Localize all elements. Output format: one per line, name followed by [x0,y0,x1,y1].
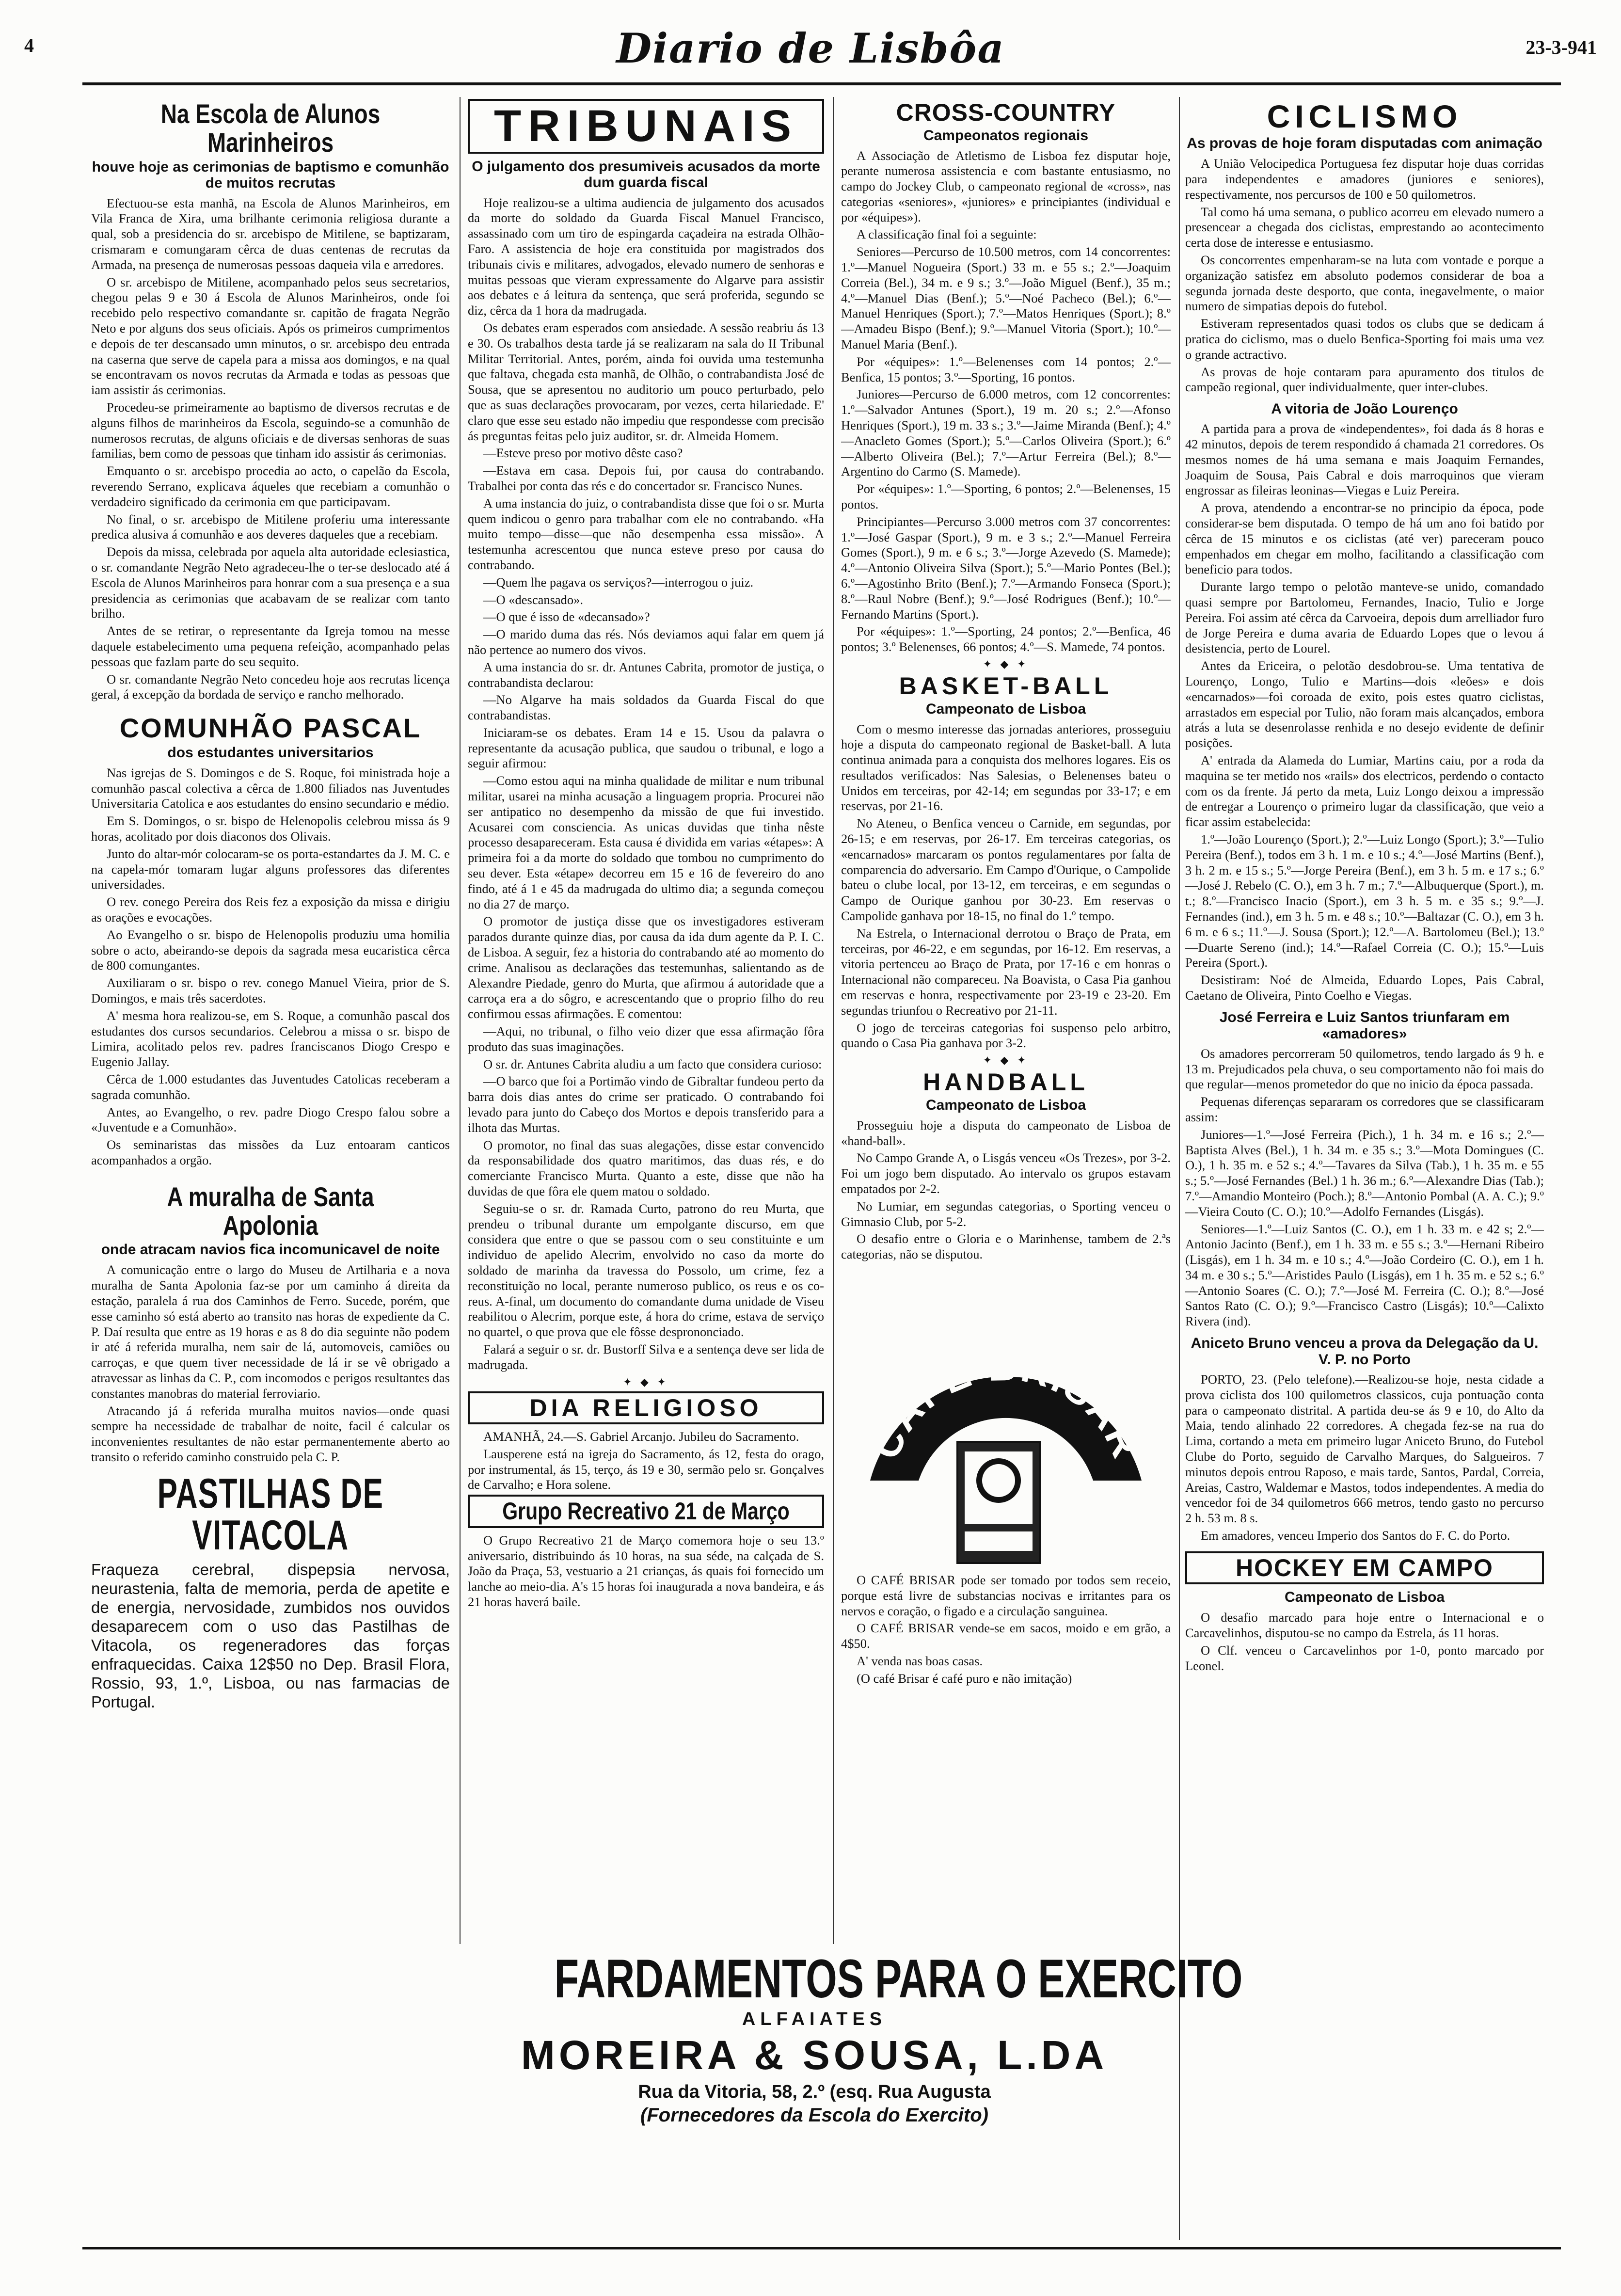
paragraph: O Clf. venceu o Carcavelinhos por 1-0, ponto marcado por Leonel. [1185,1642,1544,1673]
paragraph: AMANHÃ, 24.—S. Gabriel Arcanjo. Jubileu do Sacramento. [483,1429,799,1444]
article-body [1185,1372,1544,1544]
paragraph: Os seminaristas das missões da Luz entoaram canticos acompanhados a orgão. [91,1137,450,1168]
headline-ciclismo: CICLISMO [1267,98,1462,134]
paragraph: Emquanto o sr. arcebispo procedia ao acto, o capelão da Escola, reverendo Serrano, explicava áqueles que recebiam a comunhão o verdadeiro significado da cerimonia em que participavam. [91,463,450,509]
paragraph: No Ateneu, o Benfica venceu o Carnide, em segundas, por 26-15; e em reservas, por 26-17. Em terceiras categorias, os «encarnados» marcaram os pontos regulamentares por falta de comparencia do adversario. Em Campo d'Ourique, o Campolide bateu o clube local, por 13-12, em terceiras, e em segundas o Campo de Ourique ganhou por 30-23. Em reservas o Campolide ganhava por 18-15, no final do 1.º tempo. [841,816,1171,924]
article-body [91,196,450,703]
result-line: Seniores—1.º—Luiz Santos (C. O.), em 1 h. 33 m. e 42 s; 2.º—Antonio Jacinto (Benf.), em 1 h. 33 m. e 55 s.; 3.º—Hernani Ribeiro (Lisgás), em 1 h. 34 m. e 10 s.; 4.º—João Cordeiro (C. O.), em 1 h. 34 m. e 30 s.; 5.º—Aristides Paulo (Lisgás), em 1 h. 35 m. e 52 s.; 6.º—Antonio Soares (C. O.); 7.º—José M. Ferreira (C. O.); 8.º—José Santos Rato (C. O.); 9.º—Francisco Castro (Lisgás); 10.º—Calixto Rivera (ind). [1185,1221,1544,1329]
newspaper-title: Diario de Lisbôa [616,24,1005,72]
paragraph: A' venda nas boas casas. [857,1653,983,1668]
section-box-tribunais [468,99,824,154]
paragraph: Na Estrela, o Internacional derrotou o Braço de Prata, em terceiras, por 46-22, e em segundas, por 16-12. Em reservas, a vitoria pertenceu ao Braço de Prata, por 17-16 e em honras o Internacional não compareceu. Na Boavista, o Casa Pia ganhou em reservas e honra, respectivamente por 23-19 e 23-20. Em segundas triunfou o Recreativo por 21-11. [841,925,1171,1018]
headline-tribunais: TRIBUNAIS [494,101,798,151]
paragraph: A partida para a prova de «independentes», foi dada ás 8 horas e 42 minutos, depois de terem respondido á chamada 21 corredores. Os mesmos nomes de há uma semana e mais Joaquim Fernandes, Joaquim de Sousa, Pais Cabral e dois marroquinos que vieram engrossar as fileiras leoninas—Viegas e Luiz Pereira. [1185,421,1544,498]
masthead [0,0,1621,72]
headline-handball: HANDBALL [923,1068,1089,1096]
subheadline: Campeonatos regionais [923,127,1089,144]
article-body [468,1429,824,1493]
paragraph: A União Velocipedica Portuguesa fez disputar hoje duas corridas para independentes e amadores (juniores e seniores), respectivamente, nos percursos de 100 e 50 quilometros. [1185,156,1544,202]
paragraph: Antes, ao Evangelho, o rev. padre Diogo Crespo falou sobre a «Juventude e a Comunhão». [91,1104,450,1135]
paragraph: O sr. comandante Negrão Neto concedeu hoje aos recrutas licença geral, á excepção da bordada de serviço e rancho melhorado. [91,671,450,702]
column-4 [1185,97,1544,2240]
cafe-brisar-arc-logo [841,1267,1171,1568]
fardamentos-ad-note: (Fornecedores da Escola do Exercito) [640,2105,988,2126]
paragraph: Efectuou-se esta manhã, na Escola de Alunos Marinheiros, em Vila Franca de Xira, uma brilhante cerimonia religiosa durante a qual, sob a presidencia do sr. arcebispo de Mitilene, se baptizaram, crismaram e comungaram cêrca de duas centenas de recrutas da Armada, na presença de numerosas pessoas daqueia vila e arredores. [91,195,450,272]
fardamentos-ad-title: FARDAMENTOS PARA O EXERCITO [554,1948,1243,2009]
article-body [468,1533,824,1610]
paragraph: Procedeu-se primeiramente ao baptismo de diversos recrutas e de alguns filhos de marinheiros da Escola, seguindo-se a comunhão de numerosos recrutas, de alguns oficiais e de diversas senhoras de suas familias, bem como de pessoas que tinham ido assistir ás cerimonias. [91,399,450,461]
paragraph: O CAFÉ BRISAR vende-se em sacos, moido e em grão, a 4$50. [841,1621,1171,1651]
paragraph: O jogo de terceiras categorias foi suspenso pelo arbitro, quando o Casa Pia ganhava por 3-2. [841,1020,1171,1051]
headline-vitoria-joao-lourenco: A vitoria de João Lourenço [1271,401,1458,417]
paragraph: Junto do altar-mór colocaram-se os porta-estandartes da J. M. C. e na capela-mór tomaram lugar alguns professores das diferentes universidades. [91,846,450,892]
issue-date: 23-3-941 [1526,36,1597,58]
paragraph: O Grupo Recreativo 21 de Março comemora hoje o seu 13.º aniversario, distribuindo ás 10 horas, na sua séde, na calçada de S. João da Praça, 53, vestuario a 21 crianças, ás quais foi fornecido um lanche ao meio-dia. A's 15 horas foi inaugurada a nova bandeira, e ás 21 horas haverá baile. [468,1532,824,1609]
article-body [1185,156,1544,395]
article-body [1185,1610,1544,1674]
headline-hockey-em-campo: HOCKEY EM CAMPO [1236,1554,1494,1581]
paragraph: —O que é isso de «decansado»? [483,609,650,624]
paragraph: O desafio marcado para hoje entre o Internacional e o Carcavelinhos, disputou-se no campo da Estrela, ás 11 horas. [1185,1610,1544,1641]
paragraph: Prosseguiu hoje a disputa do campeonato de Lisboa de «hand-ball». [841,1117,1171,1148]
subheadline: Campeonato de Lisboa [1284,1589,1445,1606]
headline-basket-ball: BASKET-BALL [899,672,1113,700]
result-line: Por «équipes»: 1.º—Sporting, 6 pontos; 2.º—Belenenses, 15 pontos. [841,481,1171,512]
paragraph: A comunicação entre o largo do Museu de Artilharia e a nova muralha de Santa Apolonia faz-se por um caminho á direita da estação, paralela á rua dos Caminhos de Ferro. Sucede, porém, que esse caminho só está aberto ao transito nas horas de expediente da C. P. Daí resulta que entre as 19 horas e as 8 do dia seguinte não podem ir até á referida muralha, nem sair de lá, automoveis, camiões ou carroças, e que quem tiver necessidade de lá ir se vê obrigado a atravessar as linhas da C. P., com incomodos e perigos resultantes das constantes manobras do material ferroviario. [91,1262,450,1401]
column-1 [91,97,450,2240]
paragraph: Em amadores, venceu Imperio dos Santos do F. C. do Porto. [1201,1528,1510,1543]
paragraph: O sr. dr. Antunes Cabrita aludiu a um facto que considera curioso: [483,1056,822,1071]
paragraph: A' mesma hora realizou-se, em S. Roque, a comunhão pascal dos estudantes dos cursos secundarios. Celebrou a missa o sr. bispo de Limira, acolitado pelos rev. padres franciscanos Diogo Crespo e Eugenio Jallay. [91,1008,450,1069]
paragraph: A uma instancia do juiz, o contrabandista disse que foi o sr. Murta quem indicou o genro para trabalhar com ele no contrabando. «Ha muito tempo—disse—que não desempenha essa missão». A testemunha acrescentou que nunca esteve preso por causa do contrabando. [468,495,824,572]
results-list [1185,1127,1544,1329]
paragraph: Falará a seguir o sr. dr. Bustorff Silva e a sentença deve ser lida de madrugada. [468,1341,824,1372]
paragraph: —Esteve preso por motivo dêste caso? [483,446,683,461]
column-3 [841,97,1171,1944]
paragraph: Ao Evangelho o sr. bispo de Helenopolis produziu uma homilia sobre o acto, abeirando-se depois da sagrada mesa eucaristica cêrca de 800 comungantes. [91,927,450,973]
subheadline: O julgamento dos presumiveis acusados da morte dum guarda fiscal [472,158,820,191]
paragraph: O rev. conego Pereira dos Reis fez a exposição da missa e dirigiu as orações e evocações. [91,894,450,925]
fardamentos-ad-address: Rua da Vitoria, 58, 2.º (esq. Rua Augusta [638,2082,991,2102]
paragraph: O promotor, no final das suas alegações, disse estar convencido da responsabilidade dos quatro maritimos, das duas rés, e do comerciante Francisco Murta. Quanto a este, disse que não ha duvidas de que fôra ele quem matou o soldado. [468,1137,824,1198]
paragraph: A' entrada da Alameda do Lumiar, Martins caiu, por a roda da maquina se ter metido nos «rails» dos electricos, perdendo o contacto com os da frente. Já perto da meta, Luiz Longo deixou a impressão de entregar a Lourenço o primeiro lugar da classificação, que veio a ficar assim estabelecida: [1185,752,1544,829]
page-number: 4 [24,34,34,56]
paragraph: Os debates eram esperados com ansiedade. A sessão reabriu ás 13 e 30. Os trabalhos desta tarde já se realizaram na sala do II Tribunal Militar Territorial. Antes, porém, ainda foi ouvida uma testemunha que faltava, chegada esta manhã, de Olhão, o contrabandista José de Sousa, que se apresentou no auditorio um pouco perturbado, pelo que as suas declarações provocaram, por vezes, certa hilariedade. E' claro que esse seu estado não impediu que respondesse com precisão ás preguntas feitas pelo juiz auditor, sr. dr. Almeida Homem. [468,320,824,443]
paragraph: O sr. arcebispo de Mitilene, acompanhado pelos seus secretarios, chegou pelas 9 e 30 á Escola de Alunos Marinheiros, onde foi recebido pelo respectivo comandante sr. capitão de fragata Negrão Neto e por alguns dos seus oficiais. Após os primeiros cumprimentos e depois de ter descansado umn minutos, o sr. arcebispo deu entrada na caserna que serve de capela para a missa aos domingos, e na qual se encontravam os novos recrutas da Armada e todas as pessoas que iam assistir ás cerimonias. [91,274,450,398]
cafe-brisar-ad-text [841,1573,1171,1687]
paragraph: Pequenas diferenças separaram os corredores que se classificaram assim: [1185,1094,1544,1124]
paragraph: Antes da Ericeira, o pelotão desdobrou-se. Uma tentativa de Lourenço, Longo, Tulio e Martins—dois «leões» e dois «encarnados»—foi coroada de exito, pois estes quatro ciclistas, arrastados em especial por Tulio, não foram mais alcançados, embora atrás a luta se desenrolasse renhida e no desejo evidente de definir posições. [1185,658,1544,750]
top-rule [82,82,1561,85]
paragraph: PORTO, 23. (Pelo telefone).—Realizou-se hoje, nesta cidade a prova ciclista dos 100 quilometros classicos, cuja pontuação conta para o campeonato distrital. A partida deu-se ás 9 e 10, do Alto da Maia, tendo alinhado 22 corredores. A chegada fez-se na rua do Lima, cortando a meta em primeiro lugar Aniceto Bruno, do Futebol Clube do Porto, seguido de Carvalho Marques, do Salgueiros. 7 minutos depois entrou Raposo, e mais tarde, Santos, Pardal, Correia, Areias, Castro, Waldemar e Mastos, todos independentes. A media do vencedor foi de 34 quilometros 666 metros, tendo gasto no percurso 2 h. 53 m. 8 s. [1185,1372,1544,1526]
subheadline: Campeonato de Lisboa [925,1097,1086,1113]
result-line: 1.º—João Lourenço (Sport.); 2.º—Luiz Longo (Sport.); 3.º—Tulio Pereira (Benf.), todos em 3 h. 1 m. e 10 s.; 4.º—José Martins (Benf.), 3 h. 2 m. e 15 s.; 5.º—Jorge Pereira (Benf.), em 3 h. 5 m. e 17 s.; 6.º—José J. Rebelo (C. O.), em 3 h. 7 m.; 7.º—Albuquerque (Sport.), m. t.; 8.º—Francisco Inacio (Sport.), em 3 h. 5 m. e 35 s.; 9.º—J. Fernandes (ind.), em 3 h. 5 m. e 48 s.; 10.º—Baltazar (C. O.), em 3 h. 6 m. e 6 s.; 11.º—J. Sousa (Sport.); 12.º—A. Bartolomeu (Bel.); 13.º—Duarte Sereno (ind.); 14.º—Rafael Correia (C. O.); 15.º—Luis Pereira (Sport.). [1185,831,1544,970]
paragraph: Tal como há uma semana, o publico acorreu em elevado numero a presencear a chegada dos ciclistas, emprestando ao acontecimento certa dose de interesse e entusiasmo. [1185,204,1544,250]
result-line: Principiantes—Percurso 3.000 metros com 37 concorrentes: 1.º—José Gaspar (Sport.), 9 m. e 3 s.; 2.º—Manuel Ferreira Gomes (Sport.), 9 m. e 6 s.; 3.º—Jorge Azevedo (S. Mamede); 4.º—Antonio Oliveira Silva (Sport.); 5.º—Mario Pontes (Bel.); 6.º—Agostinho Brito (Benf.); 7.º—Armando Fonseca (Sport.); 8.º—Raul Nobre (Benf.); 9.º—José Rodrigues (Benf.); 10.º—Fernando Martins (Sport.). [841,514,1171,622]
paragraph: Estiveram representados quasi todos os clubs que se dedicam á pratica do ciclismo, mas o duelo Benfica-Sporting foi mais uma vez o grande actractivo. [1185,316,1544,362]
ornament-divider: ✦ ◆ ✦ [983,658,1029,670]
paragraph: —O barco que foi a Portimão vindo de Gibraltar fundeou perto da barra dois dias antes do crime ser praticado. O contrabando foi levado para junto do Cabeço dos Mortos e depois transferido para a ilhota das Murtas. [468,1074,824,1135]
paragraph: Os concorrentes empenharam-se na luta com vontade e porque a organização satisfez em absoluto podemos considerar de boa a segunda jornada deste desporto, que conta, inegavelmente, o maior numero de simpatias depois do futebol. [1185,253,1544,314]
paragraph: Hoje realizou-se a ultima audiencia de julgamento dos acusados da morte do soldado da Guarda Fiscal Manuel Francisco, assassinado com um tiro de espingarda caçadeira na estrada Olhão-Faro. A assistencia de hoje era constituida por magistrados dos tribunais civis e militares, advogados, elevado numero de senhoras e muitas pessoas que vieram expressamente do Algarve para assistir aos debates e á leitura da sentença, que será proferida, segundo se diz, cêrca da 1 hora da madrugada. [468,195,824,318]
subheadline: Campeonato de Lisboa [925,701,1086,717]
paragraph: A prova, atendendo a encontrar-se no principio da época, pode considerar-se bem disputada. O tempo de há um ano foi batido por cêrca de 15 minutos e os ciclistas (até ver) pareceram pouco empenhados em chegar em molho, facilitando a classificação com beneficio para todos. [1185,500,1544,577]
results-list [841,244,1171,655]
paragraph: —Como estou aqui na minha qualidade de militar e num tribunal militar, usarei na minha acusação a linguagem propria. Procurei não ser antipatico no desempenho da missão de que fui investido. Acusarei com consciencia. As unicas duvidas que tinha nêste processo desapareceram. Esta causa é dividida em varias «étapes»: A primeira foi a da morte do soldado que tombou no cumprimento do seu dever. Esta «étape» decorreu em 15 e 16 de fevereiro do ano findo, até á 1 e 45 da madrugada do ultimo dia; a segunda começou no dia 27 de março. [468,773,824,911]
fardamentos-ad-subtitle: ALFAIATES [742,2009,887,2029]
subheadline: houve hoje as cerimonias de baptismo e comunhão de muitos recrutas [92,159,449,191]
paragraph: (O café Brisar é café puro e não imitação) [857,1671,1072,1686]
headline-muralha-santa-apolonia: A muralha de Santa Apolonia [167,1181,374,1241]
paragraph: Em S. Domingos, o sr. bispo de Helenopolis celebrou missa ás 9 horas, acolitado por dois diaconos dos Olivais. [91,813,450,844]
section-box-hockey [1185,1551,1544,1585]
column-divider [833,97,834,1944]
headline-jose-ferreira-luiz-santos: José Ferreira e Luiz Santos triunfaram em «amadores» [1219,1009,1510,1042]
paragraph: Seguiu-se o sr. dr. Ramada Curto, patrono do reu Murta, que prendeu o tribunal durante um empolgante discurso, em que considera que entre o que se passou com o seu constituinte e um individuo de apelido Alecrim, envolvido no caso da morte do soldado de marinha da travessa do Possolo, um crime, fez a reconstituição no local, perante numeroso publico, os reus e os co-reus. A-final, um documento do comandante duma unidade de Viseu reabilitou o Alecrim, porque este, á hora do crime, estava de serviço no quartel, o que prova que ele fôsse desprononciado. [468,1201,824,1339]
paragraph: Atracando já á referida muralha muitos navios—onde quasi sempre ha necessidade de trabalhar de noite, facil é calcular os inconvenientes resultantes de não estar permanentemente aberto ao transito o referido caminho construido pela C. P. [91,1403,450,1464]
paragraph: A Associação de Atletismo de Lisboa fez disputar hoje, perante numerosa assistencia e com bastante entusiasmo, no campo do Jockey Club, o campeonato regional de «cross», nas categorias «seniores», «juniores» e principiantes (individual e por «équipes»). [841,148,1171,224]
paragraph: Auxiliaram o sr. bispo o rev. conego Manuel Vieira, prior de S. Domingos, e mais três sacerdotes. [91,975,450,1006]
paragraph: Com o mesmo interesse das jornadas anteriores, prosseguiu hoje a disputa do campeonato regional de Basket-ball. A luta continua animada para a conquista dos melhores logares. Eis os resultados verificados: Nas Salesias, o Belenenses bateu o Unidos em terceiras, por 42-14; em segundas por 33-17; e em reservas, por 21-16. [841,721,1171,813]
paragraph: Iniciaram-se os debates. Eram 14 e 15. Usou da palavra o representante da acusação publica, que saudou o tribunal, e logo a seguir afirmou: [468,725,824,771]
article-body [1185,1046,1544,1125]
result-line: Juniores—1.º—José Ferreira (Pich.), 1 h. 34 m. e 16 s.; 2.º—Baptista Alves (Bel.), 1 h. 34 m. e 35 s.; 3.º—Mota Domingues (C. O.), 1 h. 35 m. e 52 s.; 4.º—Tavares da Silva (Tab.), 1 h. 35 m. e 55 s.; 5.º—José Fernandes (Bel.) 1 h. 36 m.; 6.º—Alexandre Dias (Tab.); 7.º—Amandio Monteiro (Poch.); 8.º—Antonio Pombal (A. A. C.); 9.º—Vieira Couto (C. O.); 10.º—Adolfo Fernandes (Lisgás). [1185,1127,1544,1219]
paragraph: No final, o sr. arcebispo de Mitilene proferiu uma interessante predica alusiva á comunhão e aos deveres daqueles que a recebiam. [91,511,450,542]
cafe-brisar-brand: CAFÉ BRISAR [863,1344,1149,1466]
result-line: Juniores—Percurso de 6.000 metros, com 12 concorrentes: 1.º—Salvador Antunes (Sport.), 19 m. 20 s.; 2.º—Afonso Henriques (Sport.), 19 m. 33 s.; 3.º—Jaime Miranda (Benf.); 4.º—Anacleto Gomes (Sport.); 5.º—Carlos Oliveira (Sport.); 6.º—Alberto Oliveira (Bel.); 7.º—Artur Ferreira (Bel.); 8.º—Argentino do Carmo (S. Mamede). [841,387,1171,479]
article-body [468,195,824,1373]
paragraph: —O marido duma das rés. Nós deviamos aqui falar em quem já não pertence ao numero dos vivos. [468,627,824,657]
paragraph: O CAFÉ BRISAR pode ser tomado por todos sem receio, porque está livre de substancias nocivas e irritantes para os nervos e coração, o figado e a circulação sanguinea. [841,1572,1171,1618]
paragraph: A uma instancia do sr. dr. Antunes Cabrita, promotor de justiça, o contrabandista declarou: [468,659,824,690]
paragraph: O promotor de justiça disse que os investigadores estiveram parados durante quinze dias, por causa da ida dum agente da P. I. C. de Lisboa. A seguir, fez a historia do contrabando até ao momento do crime. Analisou as declarações das testemunhas, salientando as de Alexandre Piedade, genro do Murta, que afirmou á autoridade que a carroça era a do sôgro, e acrescentando que o proprio filho do reu confirmou essas afirmações. E comentou: [468,914,824,1021]
paragraph: —Estava em casa. Depois fui, por causa do contrabando. Trabalhei por conta das rés e do concertador sr. Francisco Nunes. [468,463,824,493]
paragraph: Cêrca de 1.000 estudantes das Juventudes Catolicas receberam a sagrada comunhão. [91,1072,450,1102]
bottom-rule [82,2247,1561,2249]
paragraph: A classificação final foi a seguinte: [857,227,1037,242]
paragraph: No Lumiar, em segundas categorias, o Sporting venceu o Gimnasio Club, por 5-2. [841,1198,1171,1229]
fardamentos-ad-firm: MOREIRA & SOUSA, L.DA [521,2032,1108,2078]
paragraph: O desafio entre o Gloria e o Marinhense, tambem de 2.ªs categorias, não se disputou. [841,1231,1171,1262]
paragraph: —O «descansado». [483,592,584,607]
article-body [841,722,1171,1052]
article-body [1185,421,1544,830]
paragraph: —Quem lhe pagava os serviços?—interrogou o juiz. [483,574,754,590]
paragraph: Nas igrejas de S. Domingos e de S. Roque, foi ministrada hoje a comunhão pascal colectiva a cêrca de 1.800 filiados nas Juventudes Universitaria Catolica e aos estudantes do ensino secundario e médio. [91,765,450,811]
column-divider [460,97,461,1944]
paragraph: Os amadores percorreram 50 quilometros, tendo largado ás 9 h. e 13 m. Prejudicados pela chuva, o seu comportamento não foi mais do que regular—menos prometedor do que no inicio da época passada. [1185,1046,1544,1092]
result-line: Por «équipes»: 1.º—Belenenses com 14 pontos; 2.º—Benfica, 15 pontos; 3.º—Sporting, 16 pontos. [841,354,1171,384]
section-box-grupo-recreativo [468,1495,824,1528]
article-body [91,765,450,1168]
vitacola-ad-text: Fraqueza cerebral, dispepsia nervosa, neurastenia, falta de memoria, perda de apetite e de energia, nervosidade, zumbidos nos ouvidos desaparecem com o uso das Pastilhas de Vitacola, os regeneradores das forças enfraquecidas. Caixa 12$50 no Dep. Brasil Flora, Rossio, 93, 1.º, Lisboa, ou nas farmacias de Portugal. [91,1560,450,1711]
column-divider [1179,97,1180,2240]
ornament-divider: ✦ ◆ ✦ [983,1054,1029,1067]
section-box-dia-religioso [468,1391,824,1425]
result-line: Por «équipes»: 1.º—Sporting, 24 pontos; 2.º—Benfica, 46 pontos; 3.º Belenenses, 66 pontos; 4.º—S. Mamede, 74 pontos. [841,624,1171,654]
paragraph: Depois da missa, celebrada por aquela alta autoridade eclesiastica, o sr. comandante Negrão Neto agradeceu-lhe o ter-se deslocado até á Escola de Alunos Marinheiros para honrar com a sua presença e a sua presidencia as cerimonias que acabavam de se realizar com tanto brilho. [91,544,450,621]
headline-dia-religioso: DIA RELIGIOSO [529,1394,763,1421]
fardamentos-ad [463,1948,1243,2126]
headline-cross-country: CROSS-COUNTRY [896,99,1116,126]
results-list [1185,832,1544,1004]
headline-grupo-recreativo: Grupo Recreativo 21 de Março [502,1498,790,1525]
article-body [91,1262,450,1465]
article-body [841,148,1171,243]
paragraph: As provas de hoje contaram para apuramento dos titulos de campeão regional, quer individualmente, quer inter-clubes. [1185,364,1544,395]
result-line: Seniores—Percurso de 10.500 metros, com 14 concorrentes: 1.º—Manuel Nogueira (Sport.) 33 m. e 55 s.; 2.º—Joaquim Correia (Bel.), 34 m. e 9 s.; 3.º—João Miguel (Benf.), 35 m.; 4.º—Manuel Dias (Benf.); 5.º—Noé Pacheco (Bel.); 6.º—Manuel Henriques (Sport.); 7.º—Matos Henriques (Sport.); 8.º—Amadeu Bispo (Benf.); 9.º—Manuel Vitoria (Sport.); 10.º—Manuel Maria (Benf.). [841,244,1171,352]
subheadline: onde atracam navios fica incomunicavel de noite [101,1242,440,1258]
column-2 [468,97,824,1944]
paragraph: Antes de se retirar, o representante da Igreja tomou na messe daquele estabelecimento uma pequena refeição, acompanhado pelas pessoas que fazlam parte do seu sequito. [91,623,450,669]
subheadline: dos estudantes universitarios [167,744,374,761]
subheadline: As provas de hoje foram disputadas com animação [1187,135,1542,152]
paragraph: —Aqui, no tribunal, o filho veio dizer que essa afirmação fôra produto das suas imaginações. [468,1024,824,1054]
ornament-divider: ✦ ◆ ✦ [623,1375,669,1388]
result-line: Desistiram: Noé de Almeida, Eduardo Lopes, Pais Cabral, Caetano de Oliveira, Pinto Coelho e Viegas. [1185,973,1544,1003]
headline-escola-alunos-marinheiros: Na Escola de Alunos Marinheiros [160,98,381,158]
article-body [841,1118,1171,1262]
paragraph: —No Algarve ha mais soldados da Guarda Fiscal do que contrabandistas. [468,692,824,723]
headline-comunhao-pascal: COMUNHÃO PASCAL [119,713,422,744]
paragraph: Durante largo tempo o pelotão manteve-se unido, comandado quasi sempre por Bartolomeu, Fernandes, Inacio, Tulio e Jorge Pereira. Foi assim até cêrca da Carvoeira, depois dum arrelliador furo de Jorge Pereira e duma avaria de Eduardo Lopes que o levou á desistencia, perto de Lourel. [1185,579,1544,656]
paragraph: No Campo Grande A, o Lisgás venceu «Os Trezes», por 3-2. Foi um jogo bem disputado. Ao intervalo os grupos estavam empatados por 2-2. [841,1150,1171,1196]
vitacola-ad-title: PASTILHAS DE VITACOLA [157,1470,384,1559]
headline-aniceto-bruno: Aniceto Bruno venceu a prova da Delegação da U. V. P. no Porto [1191,1335,1539,1368]
paragraph: Lausperene está na igreja do Sacramento, ás 12, festa do orago, por instrumental, ás 15, terço, ás 19 e 30, sermão pelo sr. Gonçalves de Carvalho; e Hora solene. [468,1446,824,1492]
cafe-brisar-ad-graphic [841,1267,1171,1568]
